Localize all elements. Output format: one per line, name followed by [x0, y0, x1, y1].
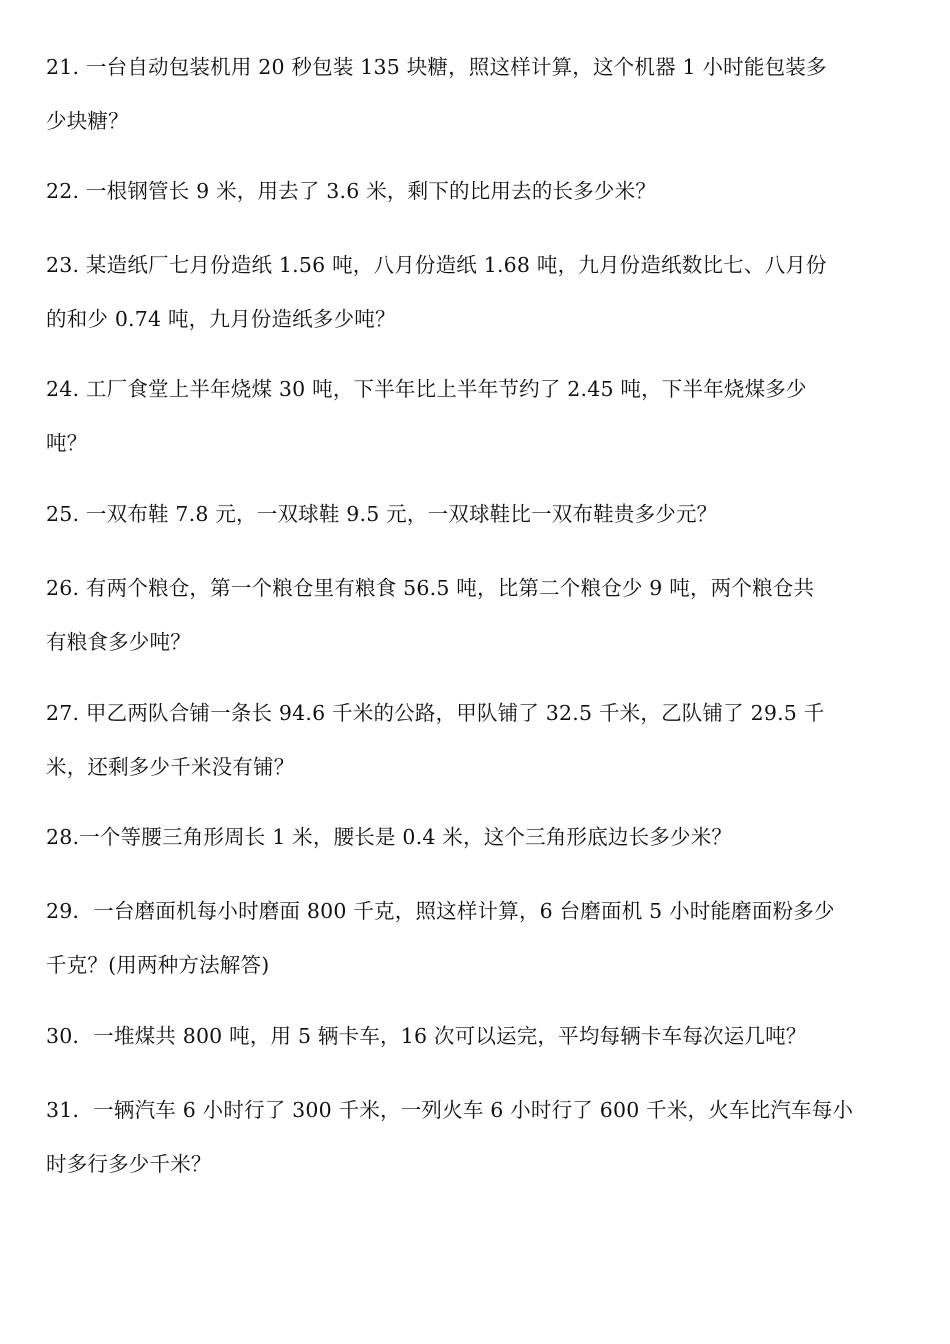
problem-line: 少块糖？ [46, 109, 129, 133]
problem-30 [46, 1009, 904, 1063]
problem-line: 吨？ [46, 431, 88, 455]
problem-line: 30．一堆煤共 800 吨，用 5 辆卡车，16 次可以运完，平均每辆卡车每次运几吨？ [46, 1024, 807, 1048]
problem-29 [46, 884, 904, 992]
problem-line: 24. 工厂食堂上半年烧煤 30 吨，下半年比上半年节约了 2.45 吨，下半年烧煤多少 [46, 377, 807, 401]
problem-line: 米，还剩多少千米没有铺？ [46, 755, 295, 779]
problem-25 [46, 487, 904, 541]
problem-24 [46, 362, 904, 470]
problem-line: 29．一台磨面机每小时磨面 800 千克，照这样计算，6 台磨面机 5 小时能磨面粉多少 [46, 899, 835, 923]
problem-line: 有粮食多少吨？ [46, 630, 191, 654]
problem-31 [46, 1083, 904, 1191]
problem-27 [46, 686, 904, 794]
problem-line: 千克？(用两种方法解答) [46, 953, 270, 977]
problem-26 [46, 561, 904, 669]
problem-line: 25. 一双布鞋 7.8 元，一双球鞋 9.5 元，一双球鞋比一双布鞋贵多少元？ [46, 502, 718, 526]
problem-line: 27. 甲乙两队合铺一条长 94.6 千米的公路，甲队铺了 32.5 千米，乙队铺了 29.5 千 [46, 701, 825, 725]
problem-22 [46, 164, 904, 218]
problem-line: 28.一个等腰三角形周长 1 米，腰长是 0.4 米，这个三角形底边长多少米？ [46, 825, 733, 849]
problem-28 [46, 810, 904, 864]
problem-line: 26. 有两个粮仓，第一个粮仓里有粮食 56.5 吨，比第二个粮仓少 9 吨，两个粮仓共 [46, 576, 815, 600]
problem-line: 31．一辆汽车 6 小时行了 300 千米，一列火车 6 小时行了 600 千米，火车比汽车每小 [46, 1098, 854, 1122]
problem-line: 23. 某造纸厂七月份造纸 1.56 吨，八月份造纸 1.68 吨，九月份造纸数比七、八月份 [46, 253, 827, 277]
problem-line: 的和少 0.74 吨，九月份造纸多少吨？ [46, 307, 396, 331]
problem-23 [46, 238, 904, 346]
problem-line: 21. 一台自动包装机用 20 秒包装 135 块糖，照这样计算，这个机器 1 小时能包装多 [46, 55, 827, 79]
problem-line: 时多行多少千米？ [46, 1152, 212, 1176]
problem-line: 22. 一根钢管长 9 米，用去了 3.6 米，剩下的比用去的长多少米？ [46, 179, 657, 203]
problem-21 [46, 40, 904, 148]
